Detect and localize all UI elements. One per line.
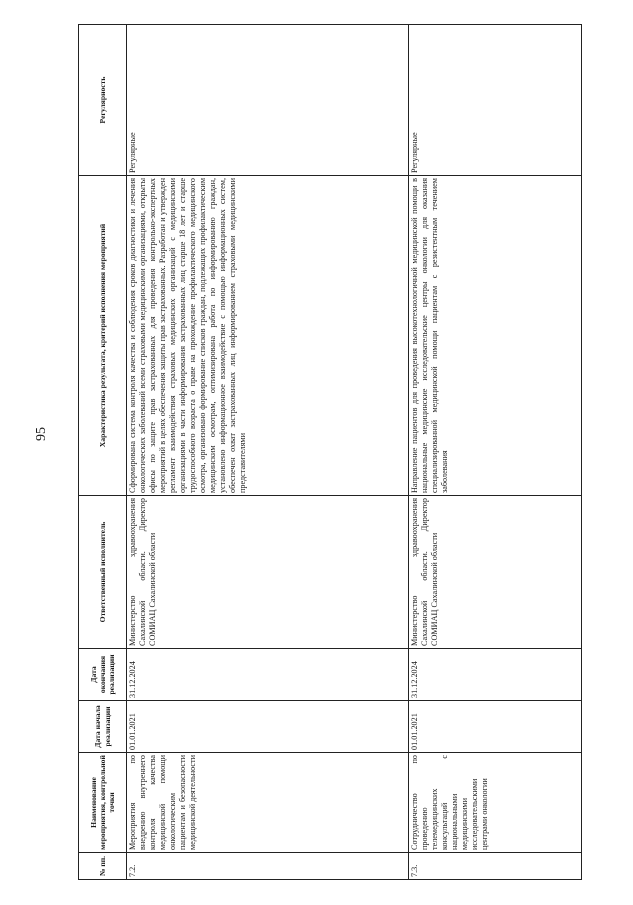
header-start: Дата начала реализации [79,701,127,753]
header-regularity: Регулярность [79,25,127,176]
measures-table [78,24,582,880]
cell-start: 01.01.2021 [127,701,409,753]
table-row [409,25,582,880]
table-header-row [79,25,127,880]
cell-num: 7.3. [409,853,582,880]
cell-start: 01.01.2021 [409,701,582,753]
cell-regularity: Регулярные [409,25,582,176]
cell-end: 31.12.2024 [409,649,582,701]
header-responsible: Ответственный исполнитель [79,496,127,649]
header-num: № пп. [79,853,127,880]
page-number: 95 [34,427,49,441]
header-name: Наименование мероприятия, контрольной точки [79,753,127,853]
cell-name: Сотрудничество по проведению телемедицинских консультаций с национальными медицинскими исследовательскими центрами онкологии [409,753,582,853]
header-characteristics: Характеристика результата, критерий исполнения мероприятий [79,176,127,496]
cell-name: Мероприятия по внедрению внутреннего контроля качества медицинской помощи онкологическим пациентам и безопасности медицинской деятельности [127,753,409,853]
cell-end: 31.12.2024 [127,649,409,701]
rotated-table-container [78,25,598,880]
header-end: Дата окончания реализации [79,649,127,701]
cell-characteristics: Сформирована система контроля качества и соблюдения сроков диагностики и лечения онкологических заболеваний всеми страховыми медицинскими организациями, открыты офисы по защите прав застрахованных для проведения контрольно-экспертных мероприятий в целях обеспечения защиты прав застрахованных. Разработан и утвержден регламент взаимодействия страховых медицинских организаций с медицинскими организациями в части информирования застрахованных лиц старше 18 лет и старше трудоспособного возраста о праве на прохождение профилактического медицинского осмотра, организовано формирование списков граждан, подлежащих профилактическим медицинским осмотрам, оптимизирована работа по информированию граждан, установлено информационное взаимодействие с помощью информационных систем, обеспечен охват застрахованных лиц информированием страховыми медицинскими представителями [127,176,409,496]
cell-responsible: Министерство здравоохранения Сахалинской области. Директор СОМИАЦ Сахалинской области [409,496,582,649]
cell-responsible: Министерство здравоохранения Сахалинской области. Директор СОМИАЦ Сахалинской области [127,496,409,649]
table-row [127,25,409,880]
cell-characteristics: Направление пациентов для проведения высокотехнологичной медицинской помощи в национальные медицинские исследовательские центры онкологии для оказания специализированной медицинской помощи пациентам с резистентным течением заболевания [409,176,582,496]
cell-regularity: Регулярные [127,25,409,176]
cell-num: 7.2. [127,853,409,880]
